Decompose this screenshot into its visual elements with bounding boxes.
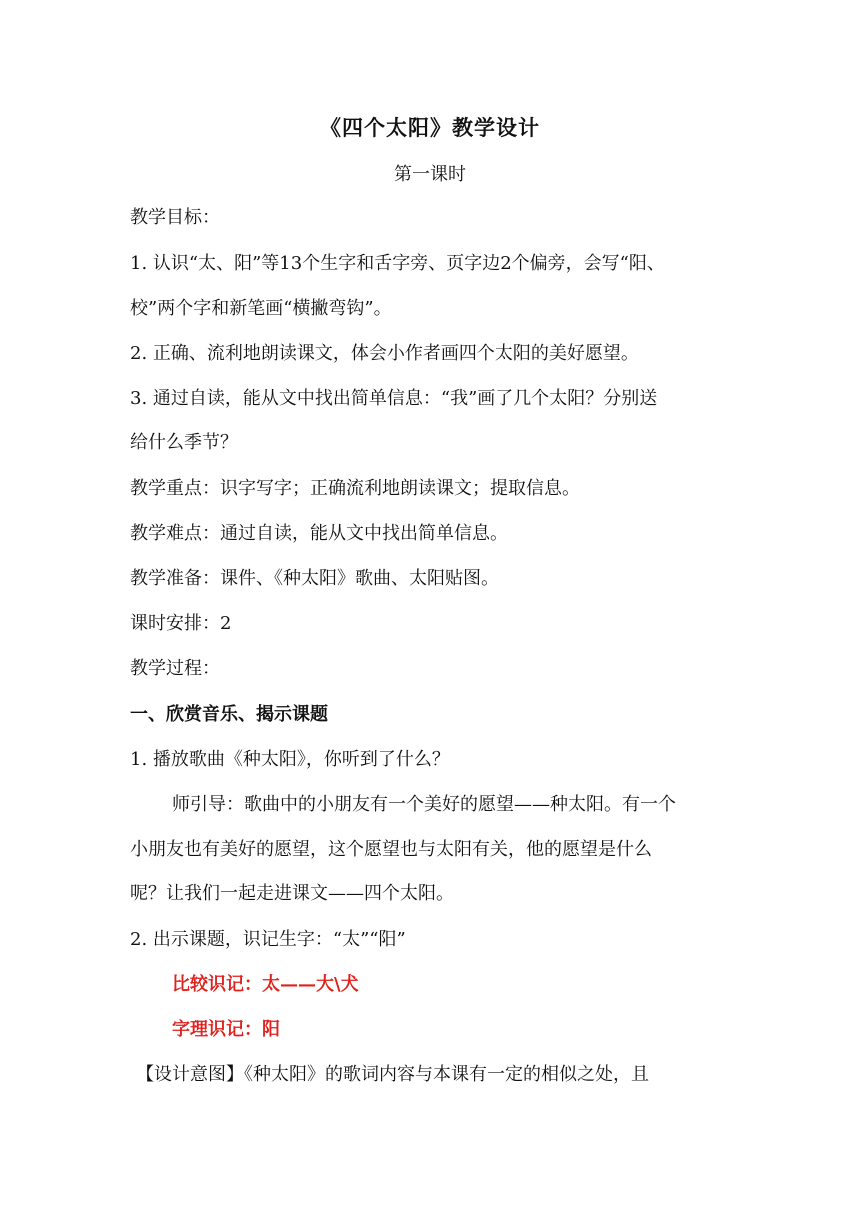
teacher-guide-line-3: 呢？让我们一起走进课文——四个太阳。 — [130, 883, 454, 904]
objective-3-line-2: 给什么季节？ — [130, 432, 238, 453]
step-2: 2. 出示课题，识记生字：“太”“阳” — [130, 929, 406, 950]
design-intent: 【设计意图】《种太阳》的歌词内容与本课有一定的相似之处，且 — [136, 1064, 649, 1085]
teacher-guide-line-1: 师引导：歌曲中的小朋友有一个美好的愿望——种太阳。有一个 — [172, 794, 676, 815]
comparison-note: 比较识记：太——大\犬 — [172, 974, 359, 995]
lesson-subtitle: 第一课时 — [394, 164, 466, 185]
objective-3-line-1: 3. 通过自读，能从文中找出简单信息：“我”画了几个太阳？分别送 — [130, 388, 658, 409]
step-1: 1. 播放歌曲《种太阳》，你听到了什么？ — [130, 749, 450, 770]
objectives-heading: 教学目标： — [130, 207, 220, 228]
teaching-preparation: 教学准备：课件、《种太阳》歌曲、太阳贴图。 — [130, 568, 499, 589]
teaching-difficulty: 教学难点：通过自读，能从文中找出简单信息。 — [130, 523, 508, 544]
class-hours: 课时安排：2 — [130, 613, 232, 634]
document-title: 《四个太阳》教学设计 — [320, 115, 540, 140]
section-1-heading: 一、欣赏音乐、揭示课题 — [130, 704, 328, 725]
objective-1-line-2: 校”两个字和新笔画“横撇弯钩”。 — [130, 298, 392, 319]
character-logic-note: 字理识记：阳 — [172, 1019, 280, 1040]
objective-2: 2. 正确、流利地朗读课文，体会小作者画四个太阳的美好愿望。 — [130, 343, 639, 364]
process-heading: 教学过程： — [130, 658, 220, 679]
teacher-guide-line-2: 小朋友也有美好的愿望，这个愿望也与太阳有关，他的愿望是什么 — [130, 839, 652, 860]
teaching-focus: 教学重点：识字写字；正确流利地朗读课文；提取信息。 — [130, 478, 580, 499]
objective-1-line-1: 1. 认识“太、阳”等13个生字和舌字旁、页字边2个偏旁，会写“阳、 — [130, 253, 665, 274]
